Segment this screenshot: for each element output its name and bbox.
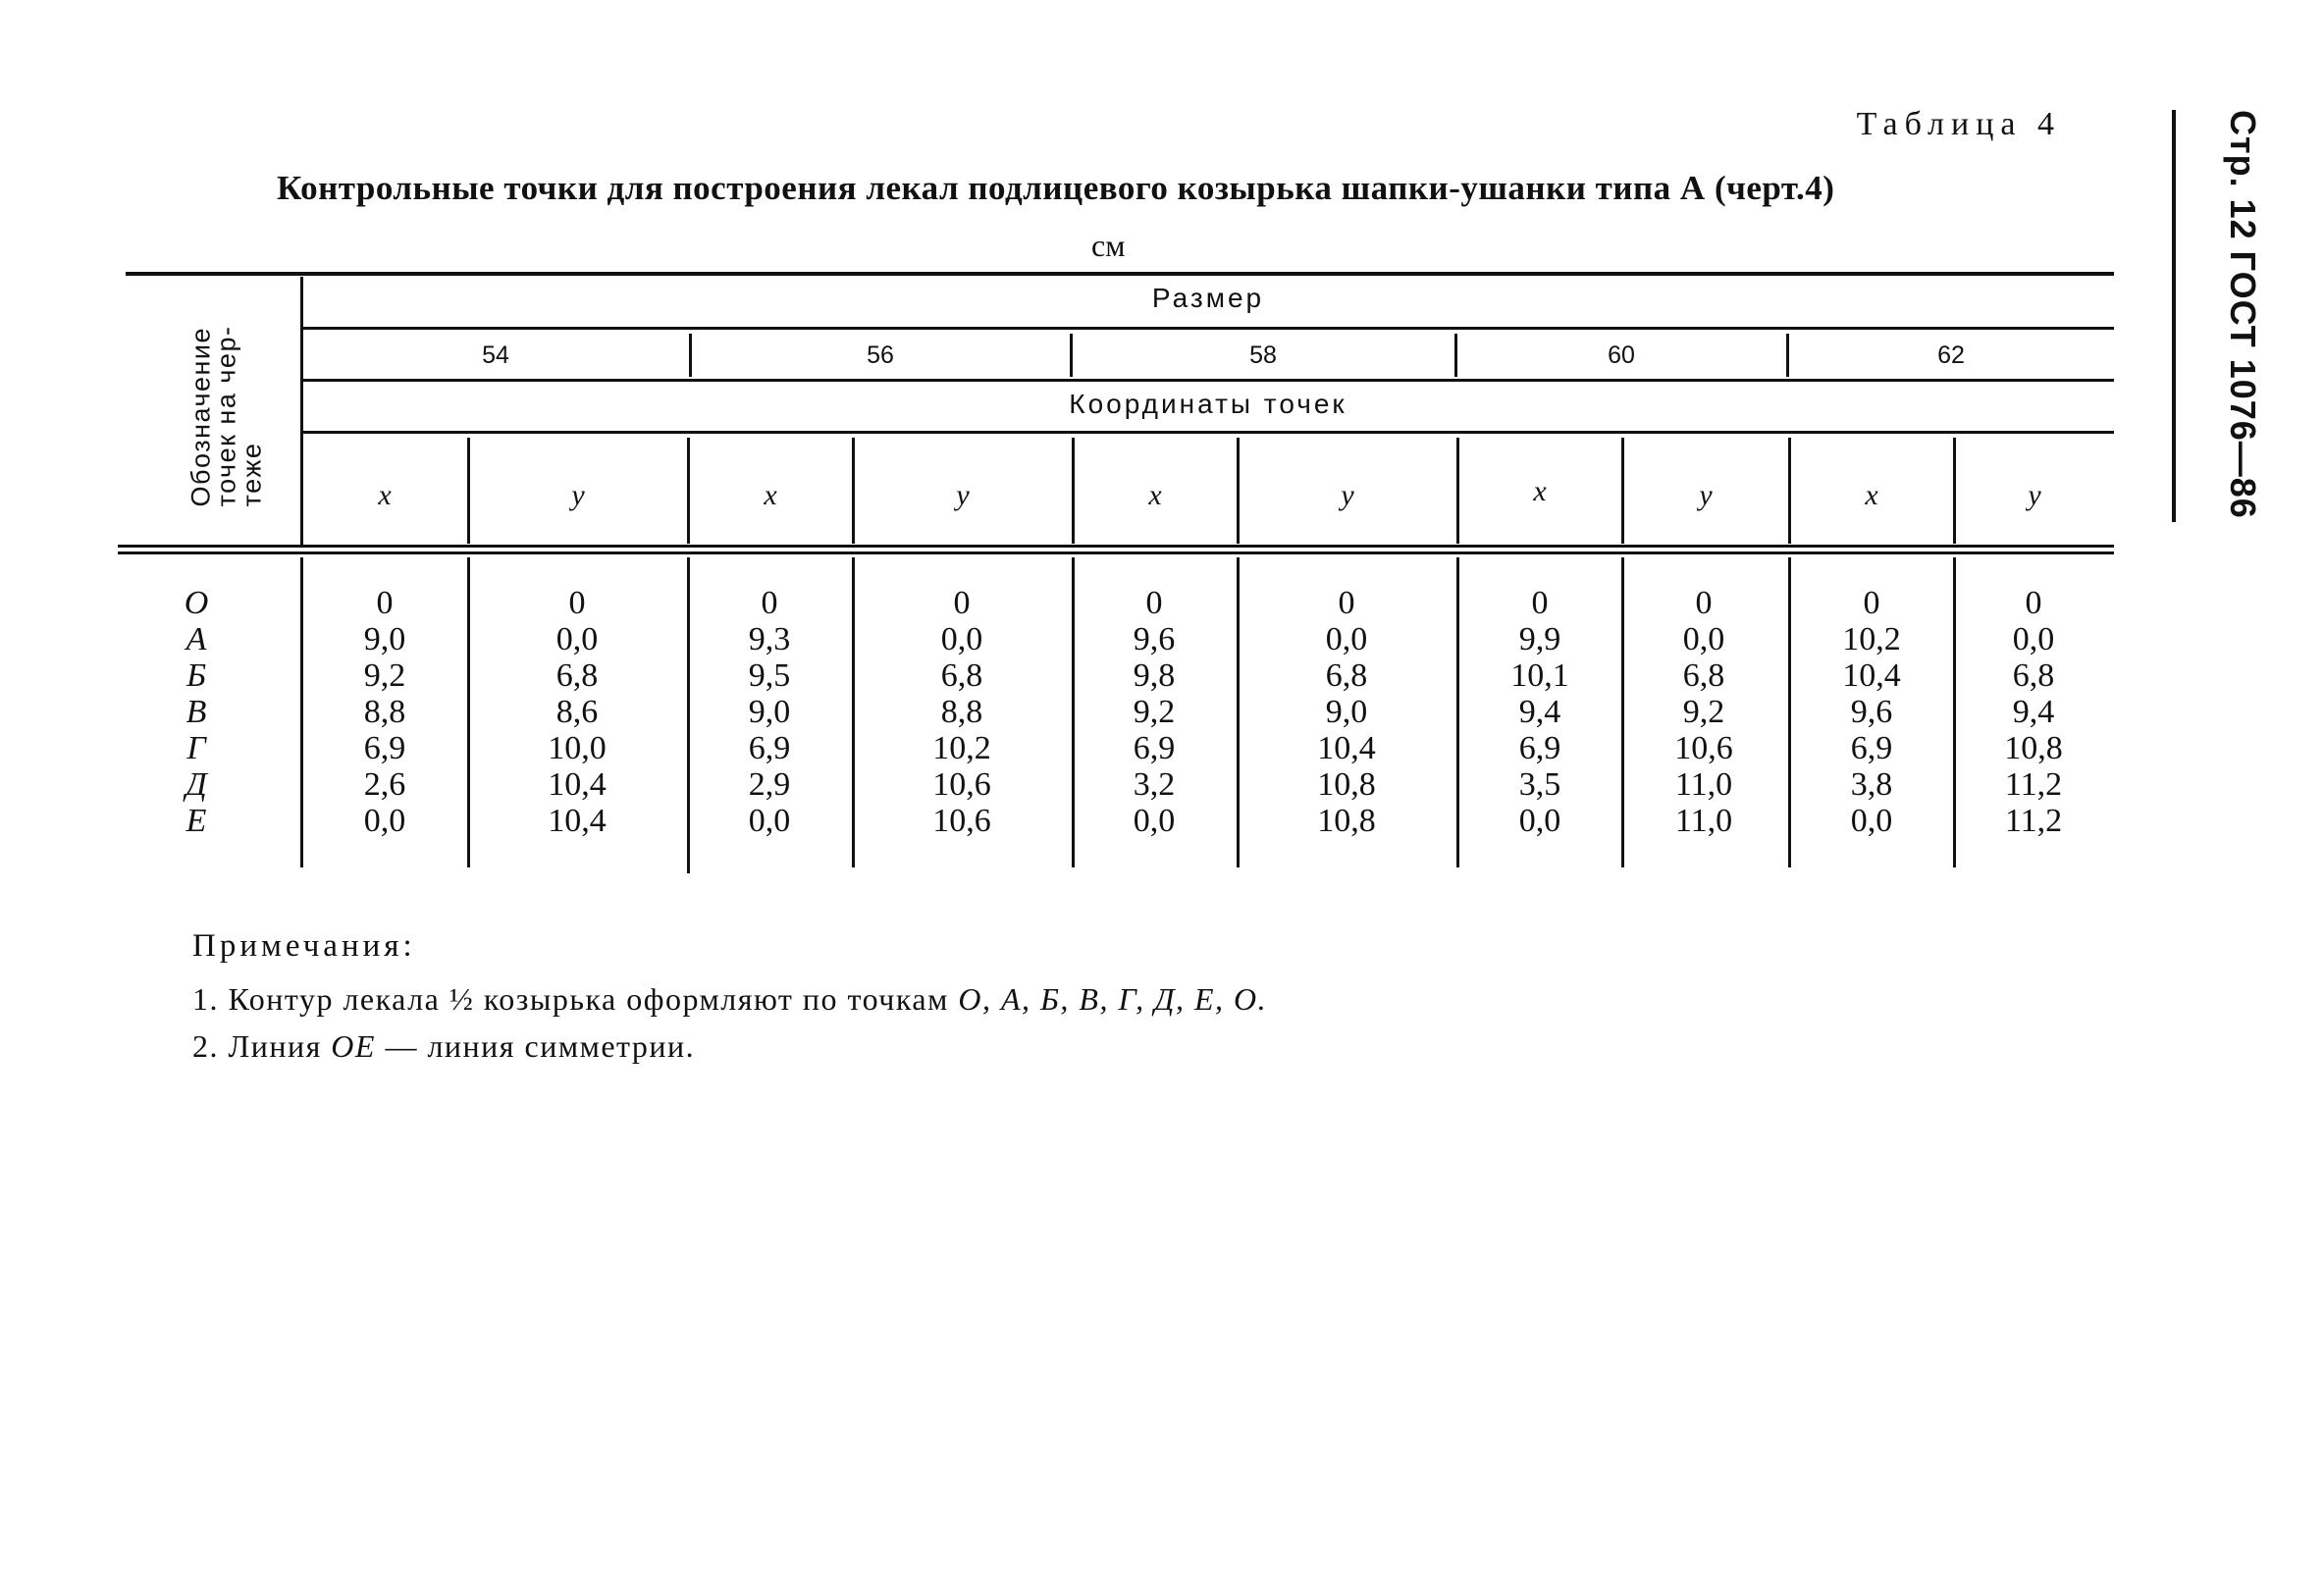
table-cell: 6,9 [1850,730,1893,766]
point-label: А [185,621,207,657]
size-54-header: 54 [482,341,509,369]
table-cell: 3,5 [1518,766,1561,803]
page-stamp: Стр. 12 ГОСТ 1076—86 [2223,110,2263,519]
coords-header: Координаты точек [1069,389,1347,419]
s56-y-column [915,585,1009,839]
table-cell: 6,9 [1518,730,1561,766]
table-cell: 0,0 [363,803,406,839]
sizes-rule [302,379,2114,382]
table-cell: 10,2 [1842,621,1901,657]
note-1-text: 1. Контур лекала ½ козырька оформляют по точкам [192,981,959,1017]
table-cell: 0 [568,585,586,621]
header-rule-1 [118,545,2114,548]
note-2 [192,1028,695,1065]
table-cell: 0 [761,585,778,621]
size-56-header: 56 [867,341,894,369]
size-header: Размер [1151,283,1265,313]
size-60-header: 60 [1608,341,1635,369]
point-label: Д [185,766,207,803]
table-cell: 9,0 [1325,694,1368,730]
table-top-rule [126,272,2114,276]
table-cell: 10,6 [932,766,991,803]
table-cell: 9,6 [1133,621,1176,657]
axis-y-header: y [1341,479,1354,511]
table-cell: 0,0 [555,621,599,657]
table-cell: 6,8 [1325,657,1368,694]
table-cell: 6,9 [1133,730,1176,766]
point-label: Г [186,730,206,766]
table-cell: 0 [1531,585,1549,621]
note-2-prefix: 2. Линия [192,1028,332,1064]
s56-x-column [730,585,809,839]
body-divider [467,557,470,867]
body-divider [852,557,855,867]
table-cell: 2,6 [363,766,406,803]
table-cell: 0 [1695,585,1713,621]
point-labels-column [177,585,216,839]
table-cell: 10,6 [932,803,991,839]
table-cell: 9,0 [363,621,406,657]
row-header-text: Обозначение точек на чер- теже [185,325,266,507]
table-cell: 0 [953,585,971,621]
table-cell: 0,0 [940,621,983,657]
table-cell: 0 [2025,585,2042,621]
axis-x-header: x [1533,475,1547,507]
table-cell: 3,2 [1133,766,1176,803]
table-cell: 11,0 [1674,803,1733,839]
table-cell: 11,2 [2004,803,2063,839]
s54-y-column [530,585,624,839]
axis-x-header: x [1148,479,1162,511]
side-rule [2172,110,2176,522]
table-cell: 8,8 [940,694,983,730]
table-cell: 6,9 [748,730,791,766]
table-label: Таблица 4 [1856,106,2061,142]
table-cell: 6,8 [1682,657,1725,694]
body-divider [1237,557,1240,867]
body-divider [687,557,690,873]
point-label: Е [185,803,207,839]
size-62-header: 62 [1937,341,1965,369]
s62-y-column [1986,585,2081,839]
table-cell: 9,6 [1850,694,1893,730]
note-2-points: ОЕ [331,1028,376,1064]
table-cell: 10,8 [1317,766,1376,803]
table-cell: 8,6 [555,694,599,730]
table-cell: 9,2 [363,657,406,694]
body-divider [1456,557,1459,867]
table-cell: 0,0 [1133,803,1176,839]
table-cell: 0,0 [1518,803,1561,839]
table-cell: 10,1 [1510,657,1569,694]
table-cell: 0,0 [1325,621,1368,657]
table-cell: 9,4 [2012,694,2055,730]
table-cell: 11,2 [2004,766,2063,803]
table-cell: 6,9 [363,730,406,766]
table-cell: 0 [1338,585,1355,621]
table-cell: 0,0 [2012,621,2055,657]
s60-x-column [1496,585,1584,839]
s62-x-column [1827,585,1916,839]
table-cell: 9,0 [748,694,791,730]
table-cell: 10,2 [932,730,991,766]
table-title: Контрольные точки для построения лекал подлицевого козырька шапки-ушанки типа А (черт.4) [277,169,1835,207]
table-cell: 10,4 [1842,657,1901,694]
table-cell: 0 [1863,585,1880,621]
note-1-points: О, А, Б, В, Г, Д, Е, О. [958,981,1268,1017]
table-cell: 11,0 [1674,766,1733,803]
s58-y-column [1299,585,1394,839]
header-rule-2 [118,551,2114,554]
table-cell: 9,5 [748,657,791,694]
axis-y-header: y [2028,479,2041,511]
table-cell: 0,0 [1850,803,1893,839]
axis-y-header: y [571,479,585,511]
notes-title: Примечания: [192,928,416,964]
table-cell: 6,8 [940,657,983,694]
table-cell: 6,8 [555,657,599,694]
size-rule [302,327,2114,330]
table-cell: 6,8 [2012,657,2055,694]
table-cell: 10,8 [2004,730,2063,766]
axis-x-header: x [378,479,392,511]
body-divider [1621,557,1624,867]
note-2-suffix: — линия симметрии. [375,1028,696,1064]
s54-x-column [345,585,424,839]
table-cell: 0 [376,585,394,621]
table-cell: 9,2 [1682,694,1725,730]
unit-label: см [1091,228,1126,263]
table-cell: 2,9 [748,766,791,803]
axis-y-header: y [1699,479,1713,511]
body-divider [1953,557,1956,867]
body-divider [300,557,303,867]
row-header-cell [157,290,294,542]
table-cell: 9,8 [1133,657,1176,694]
body-divider [1788,557,1791,867]
table-cell: 9,2 [1133,694,1176,730]
axis-x-header: x [764,479,777,511]
table-cell: 10,8 [1317,803,1376,839]
table-cell: 0 [1145,585,1163,621]
s58-x-column [1115,585,1193,839]
s60-y-column [1657,585,1751,839]
point-label: Б [185,657,207,694]
size-58-header: 58 [1249,341,1277,369]
table-cell: 10,4 [548,803,607,839]
table-cell: 10,6 [1674,730,1733,766]
note-1 [192,981,1267,1018]
table-cell: 8,8 [363,694,406,730]
table-cell: 9,9 [1518,621,1561,657]
table-cell: 10,4 [548,766,607,803]
coords-rule [302,431,2114,434]
table-cell: 10,4 [1317,730,1376,766]
body-divider [1072,557,1075,867]
table-cell: 9,3 [748,621,791,657]
table-cell: 0,0 [748,803,791,839]
axis-y-header: y [956,479,970,511]
point-label: В [185,694,207,730]
point-label: O [184,585,209,621]
table-cell: 10,0 [548,730,607,766]
axis-x-header: x [1865,479,1878,511]
table-cell: 3,8 [1850,766,1893,803]
table-cell: 0,0 [1682,621,1725,657]
table-cell: 9,4 [1518,694,1561,730]
